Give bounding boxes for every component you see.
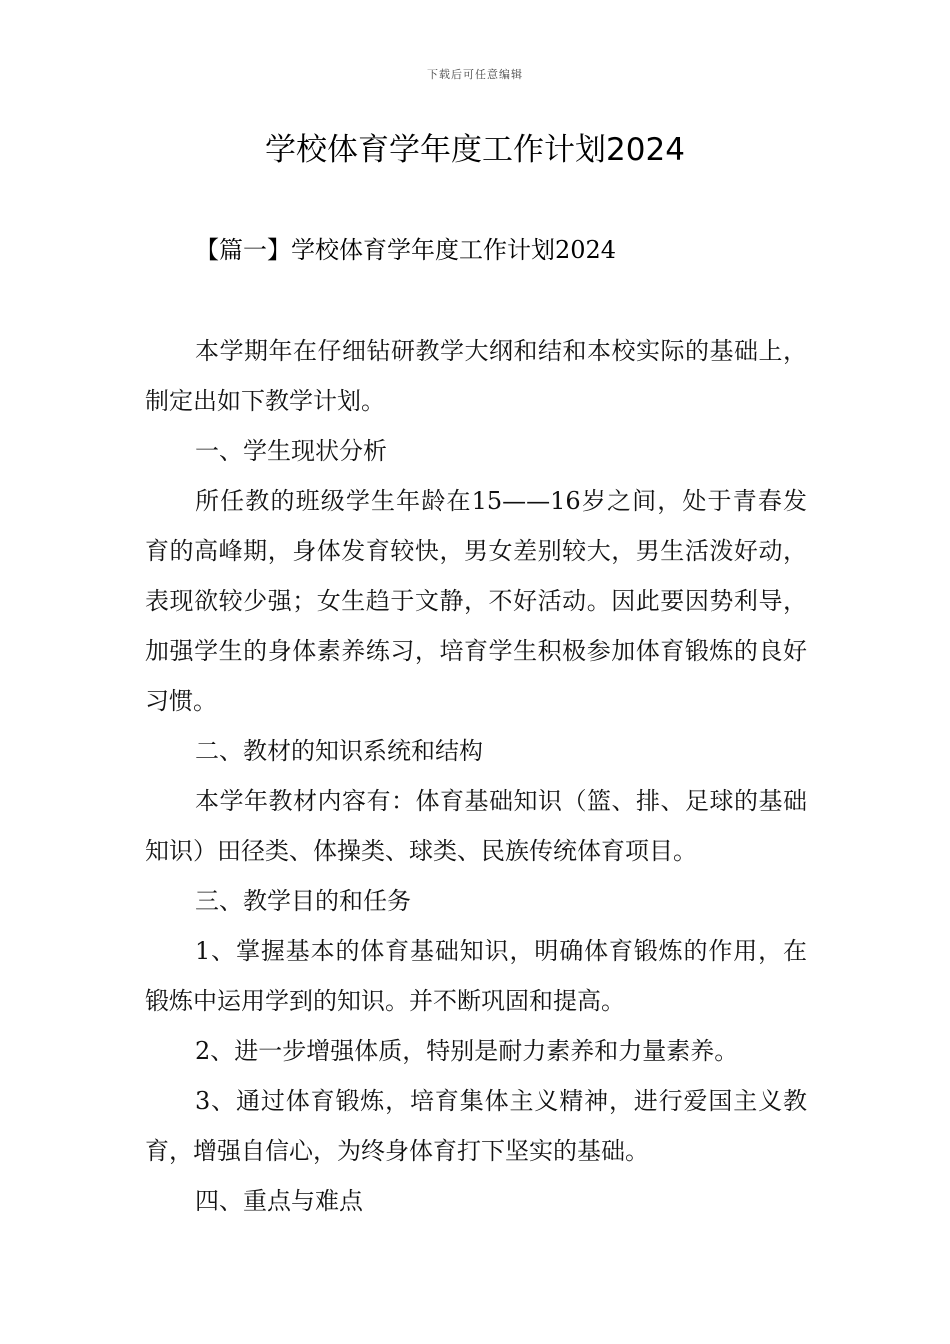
paragraph-textbook-structure: 本学年教材内容有：体育基础知识（篮、排、足球的基础知识）田径类、体操类、球类、民族传统体育项目。 (145, 787, 807, 865)
paragraph-goal-3: 3、通过体育锻炼，培育集体主义精神，进行爱国主义教育，增强自信心，为终身体育打下坚实的基础。 (145, 1087, 807, 1165)
section-heading: 【篇一】学校体育学年度工作计划2024 (195, 236, 617, 264)
paragraph-goal-1: 1、掌握基本的体育基础知识，明确体育锻炼的作用，在锻炼中运用学到的知识。并不断巩固和提高。 (145, 937, 807, 1015)
paragraph-goal-2: 2、进一步增强体质，特别是耐力素养和力量素养。 (195, 1037, 739, 1065)
document-title: 学校体育学年度工作计划2024 (265, 132, 685, 168)
paragraph-intro: 本学期年在仔细钻研教学大纲和结和本校实际的基础上，制定出如下教学计划。 (145, 337, 807, 415)
document-body (145, 326, 807, 1226)
heading-textbook-structure: 二、教材的知识系统和结构 (195, 737, 483, 765)
heading-goals-tasks: 三、教学目的和任务 (195, 887, 411, 915)
heading-key-points: 四、重点与难点 (195, 1187, 363, 1215)
paragraph-student-analysis: 所任教的班级学生年龄在15——16岁之间，处于青春发育的高峰期，身体发育较快，男女差别较大，男生活泼好动，表现欲较少强；女生趋于文静，不好活动。因此要因势利导，加强学生的身体素养练习，培育学生积极参加体育锻炼的良好习惯。 (145, 487, 807, 715)
header-note: 下载后可任意编辑 (427, 68, 523, 81)
heading-student-analysis: 一、学生现状分析 (195, 437, 387, 465)
